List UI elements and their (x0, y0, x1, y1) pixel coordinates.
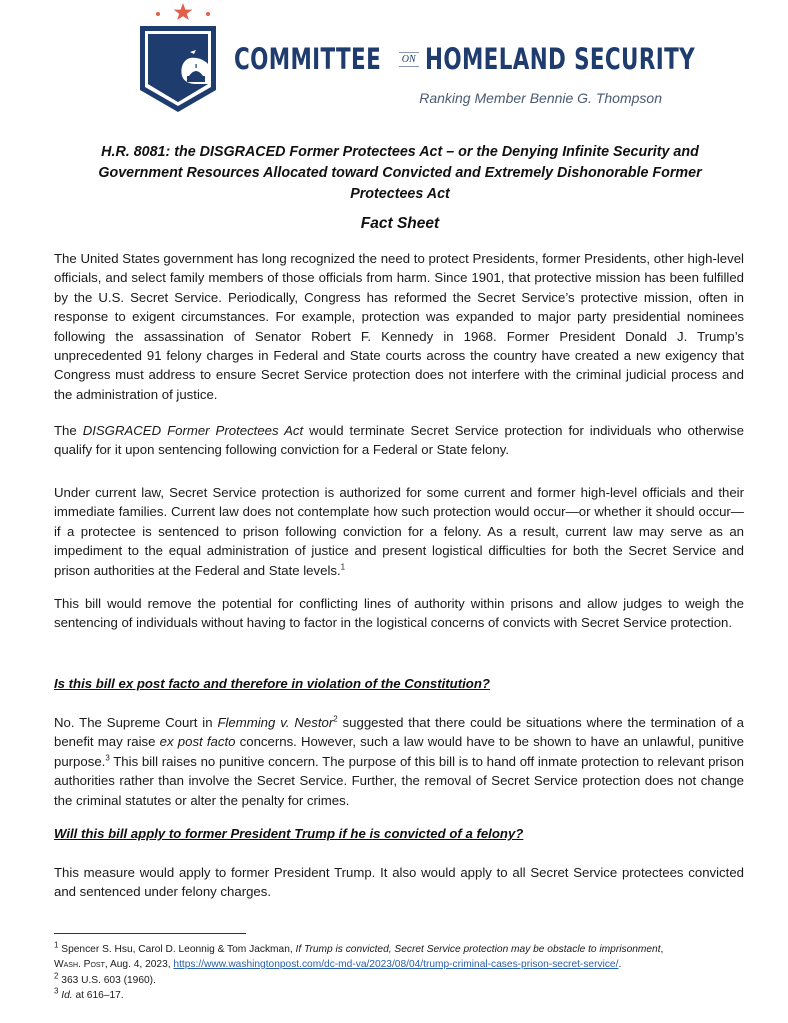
eagle-capitol-shield-icon (138, 24, 218, 114)
footnote-publication: Wash. Post (54, 959, 105, 970)
paragraph-act-summary (54, 421, 744, 460)
footnote-date: , Aug. 4, 2023, (104, 959, 174, 970)
question-ex-post-facto: Is this bill ex post facto and therefore in violation of the Constitution? (54, 676, 490, 691)
footnote-number: 2 (54, 971, 59, 981)
footnote-url-link[interactable]: https://www.washingtonpost.com/dc-md-va/2023/08/04/trump-criminal-cases-prison-secret-service/ (173, 959, 619, 970)
document-title (40, 142, 760, 205)
footnote-2 (54, 973, 754, 988)
org-word-homeland-security: HOMELAND SECURITY (424, 42, 695, 76)
footnote-text: 363 U.S. 603 (1960). (61, 975, 156, 986)
case-name: Flemming v. Nestor (217, 715, 334, 730)
footnote-ref-3[interactable]: 3 (105, 753, 110, 763)
footnote-divider (54, 933, 246, 934)
org-word-committee: COMMITTEE (234, 42, 382, 76)
title-line-3: Protectees Act (350, 186, 450, 202)
paragraph-bill-effect: This bill would remove the potential for conflicting lines of authority within prisons and allow judges to weigh the sentencing of individuals without having to factor in the logistical concerns of convicts with Secret Service protection. (54, 596, 744, 631)
text: The (54, 423, 83, 438)
text: No. The Supreme Court in (54, 715, 218, 730)
footnote-number: 3 (54, 986, 59, 996)
title-line-1: H.R. 8081: the DISGRACED Former Protectees Act – or the Denying Infinite Security and (101, 144, 699, 160)
committee-header (138, 2, 695, 112)
text: This bill raises no punitive concern. The purpose of this bill is to hand off inmate protection to relevant prison authorities rather than involve the Secret Service. Further, the removal of Secret Service protection does not change the criminal statutes or alter the penalty for crimes. (54, 753, 744, 808)
footnote-1: $^1$ Spencer S. Hsu, Carol D. Leonnig & Tom Jackman, If Trump is convicted, Secret Service protection may be obstacle to imprisonment, Wash. Post, Aug. 4, 2023, https://www.washingtonpost.com/dc-md-va/2023/08/04/trump-criminal-cases-prison-secret-service/. (54, 940, 664, 970)
star-icon (148, 2, 218, 20)
text: would terminate Secret Service protection for individuals who otherwise qualify for it upon sentencing following conviction for a Federal or State felony. (54, 423, 744, 458)
paragraph-applies-answer: This measure would apply to former President Trump. It also would apply to all Secret Service protectees convicted and sentenced under felony charges. (54, 865, 744, 900)
paragraph-current-law (54, 483, 744, 580)
connector-wrap (399, 52, 419, 67)
text: suggested that there could be situations where the termination of a benefit may raise (54, 715, 744, 750)
document-subtitle: Fact Sheet (360, 215, 440, 232)
title-line-2: Government Resources Allocated toward Convicted and Extremely Dishonorable Former (98, 165, 702, 181)
committee-wordmark (234, 40, 788, 78)
footnote-id: Id. (61, 990, 73, 1001)
question-applies-to-trump: Will this bill apply to former President Trump if he is convicted of a felony? (54, 826, 524, 841)
org-connector-on: ON (399, 52, 419, 67)
ex-post-facto-term: ex post facto (159, 734, 236, 750)
footnote-number: 1 (54, 940, 59, 950)
footnote-article-title: If Trump is convicted, Secret Service protection may be obstacle to imprisonment (295, 944, 661, 955)
act-name: DISGRACED Former Protectees Act (82, 423, 304, 438)
text: . (618, 959, 622, 970)
text: concerns. However, such a law would have to be shown to have an unlawful, punitive purpose. (54, 734, 744, 769)
paragraph-intro: The United States government has long recognized the need to protect Presidents, former Presidents, other high-level officials, and select family members of those officials from harm. Since 1901, that protective mission has been fulfilled by the U.S. Secret Service. Periodically, Congress has reformed the Secret Service’s protective mission, often in response to exigent circumstances. For example, protection was expanded to major party presidential nominees following the assassination of Senator Robert F. Kennedy in 1968. Former President Donald J. Trump’s unprecedented 91 felony charges in Federal and State courts across the country have created a new exigency that Congress must address to ensure Secret Service protection does not interfere with the criminal judicial process and the administration of justice. (54, 251, 744, 402)
text: Under current law, Secret Service protection is authorized for some current and former high-level officials and their immediate families. Current law does not contemplate how such protection would occur—or whether it should occur—if a protectee is sentenced to prison following conviction for a felony. As a result, current law may serve as an impediment to the equal administration of justice and present logistical difficulties for both the Secret Service and prison authorities at the Federal and State levels. (54, 485, 744, 578)
footnote-ref-2[interactable]: 2 (333, 714, 338, 724)
footnote-authors: Spencer S. Hsu, Carol D. Leonnig & Tom Jackman, (61, 944, 296, 955)
footnote-text: at 616–17. (72, 990, 124, 1001)
footnote-3 (54, 988, 754, 1003)
ranking-member: Ranking Member Bennie G. Thompson (419, 90, 662, 106)
paragraph-ex-post-facto-answer (54, 713, 744, 810)
footnote-ref-1[interactable]: 1 (340, 562, 346, 572)
